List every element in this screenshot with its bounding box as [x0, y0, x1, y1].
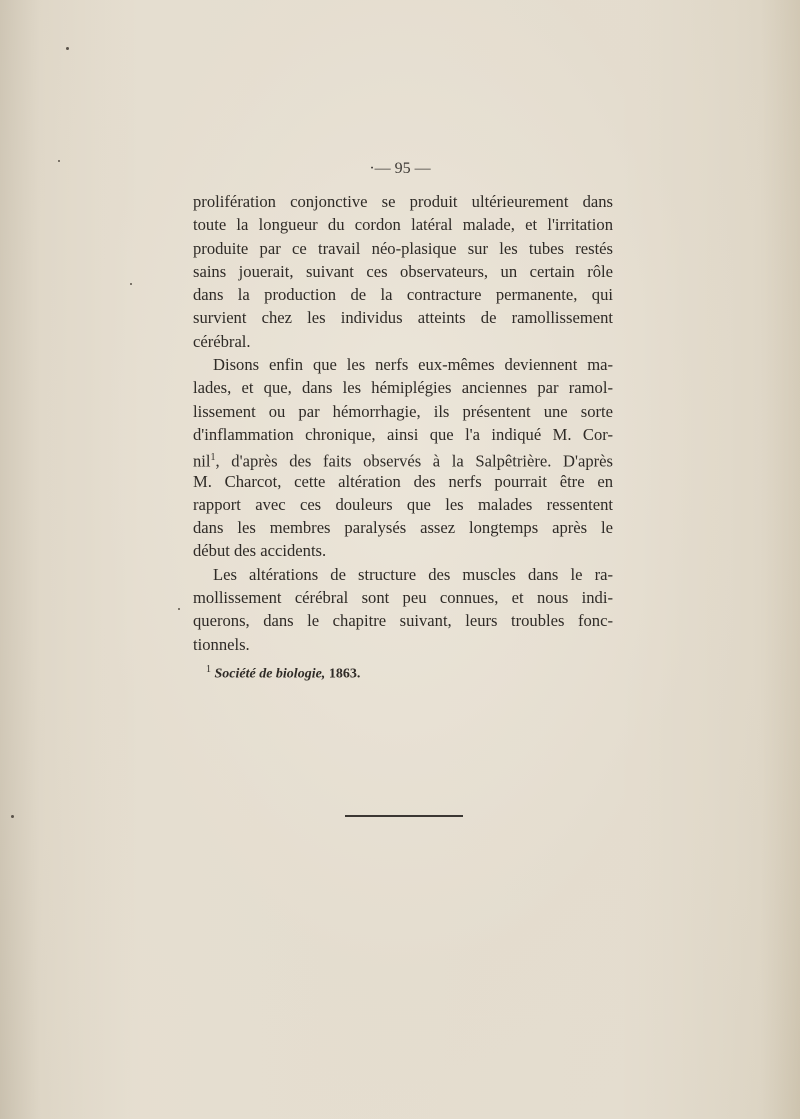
footnote-year: 1863. — [328, 666, 361, 682]
text-line: tionnels. — [193, 634, 250, 654]
text-line: produite par ce travail néo-plasique sur les tubes restés — [193, 238, 613, 258]
text-line: dans la production de la contracture permanente, qui — [193, 285, 613, 305]
text-line: début des accidents. — [193, 541, 327, 561]
text-line: M. Charcot, cette altération des nerfs pourrait être en — [193, 471, 613, 491]
paper-speck — [178, 608, 180, 610]
text-line: sains jouerait, suivant ces observateurs, un certain rôle — [193, 261, 613, 281]
page-number: ·— 95 — — [369, 160, 431, 177]
line-rest: d'après des faits observés à la Salpêtrière. D'après — [231, 451, 613, 471]
text-line-with-footnote-ref — [193, 446, 613, 469]
footnote-ref: 1 — [210, 452, 216, 464]
text-line: lissement ou par hémorrhagie, ils présentent une sorte — [193, 401, 613, 421]
text-line: Les altérations de structure des muscles dans le ra- — [213, 564, 613, 584]
paper-speck — [11, 815, 14, 818]
text-line: querons, dans le chapitre suivant, leurs troubles fonc- — [193, 611, 613, 631]
end-rule — [345, 815, 463, 817]
footnote-source: Société de biologie, — [214, 666, 326, 682]
text-line: toute la longueur du cordon latéral malade, et l'irritation — [193, 215, 613, 235]
paper-speck — [66, 47, 69, 50]
text-line: cérébral. — [193, 331, 251, 351]
text-line: survient chez les individus atteints de ramollissement — [193, 308, 613, 328]
footnote-marker: 1 — [206, 664, 211, 675]
text-line: mollissement cérébral sont peu connues, et nous indi- — [193, 588, 613, 608]
paper-speck — [58, 160, 60, 162]
paper-speck — [130, 283, 132, 285]
text-line: lades, et que, dans les hémiplégies anciennes par ramol- — [193, 378, 613, 398]
text-line: prolifération conjonctive se produit ultérieurement dans — [193, 192, 613, 211]
text-line: Disons enfin que les nerfs eux-mêmes deviennent ma- — [213, 355, 613, 375]
text-line: rapport avec ces douleurs que les malades ressentent — [193, 494, 613, 514]
body-text — [193, 190, 613, 656]
text-line: d'inflammation chronique, ainsi que l'a indiqué M. Cor- — [193, 424, 613, 444]
footnote-ref-text: , — [215, 451, 232, 471]
cornil-fragment: nil — [193, 451, 211, 471]
text-line: dans les membres paralysés assez longtemps après le — [193, 518, 613, 538]
footnote — [206, 664, 360, 683]
